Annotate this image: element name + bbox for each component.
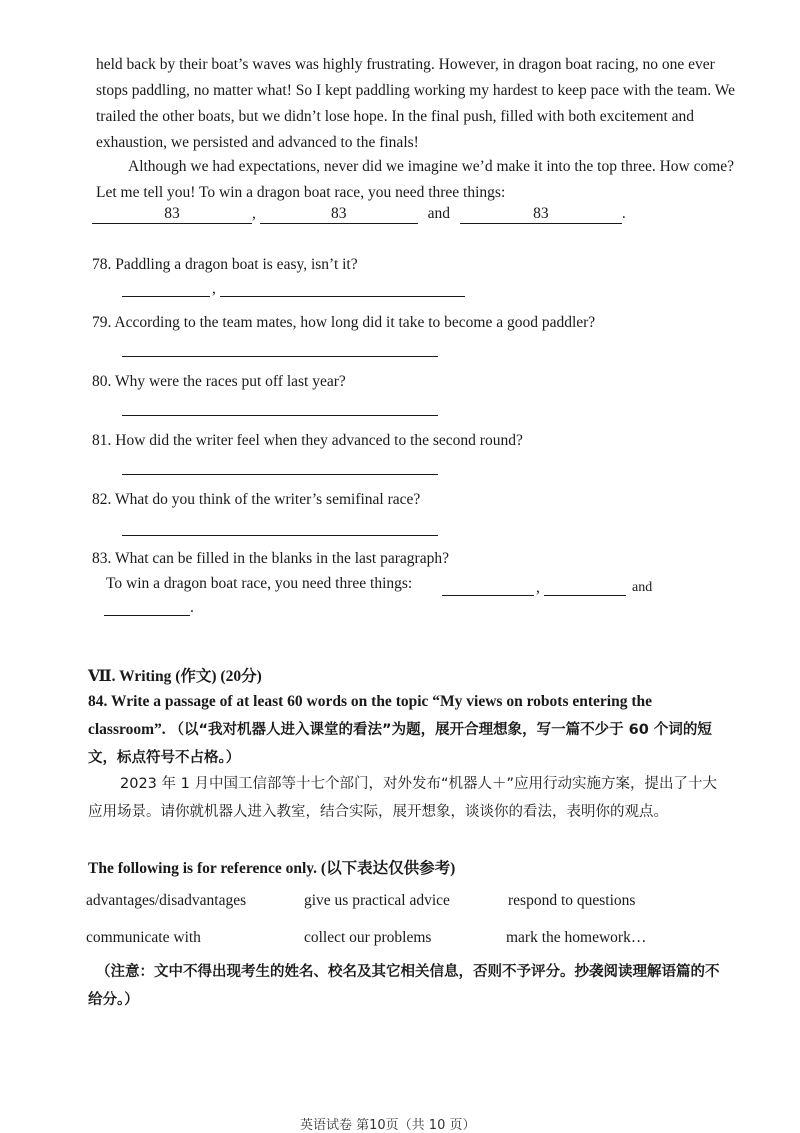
passage-blank-3[interactable]: 83	[460, 204, 622, 224]
passage-blank-1[interactable]: 83	[92, 204, 252, 224]
comma: ,	[252, 205, 256, 222]
answer-line-83c[interactable]	[104, 615, 190, 616]
question-83-prompt: To win a dragon boat race, you need three things:	[106, 575, 413, 592]
reference-heading: The following is for reference only. (以下表达仅供参考)	[88, 860, 456, 877]
answer-line-81[interactable]	[122, 474, 438, 475]
answer-line-80[interactable]	[122, 415, 438, 416]
writing-task-en: 84. Write a passage of at least 60 words on the topic “My views on robots entering the classroom”.	[88, 693, 652, 738]
passage-blanks-line	[92, 204, 626, 224]
reference-item: mark the homework…	[506, 929, 647, 946]
passage-paragraph-1: held back by their boat’s waves was highly frustrating. However, in dragon boat racing, no one ever stops paddling, no matter what! So I kept paddling working my hardest to keep pace with the team. We trailed the other boats, but we didn’t lose hope. In the final push, filled with both excitement and exhaustion, we persisted and advanced to the finals!	[96, 56, 735, 151]
writing-context: 2023 年 1 月中国工信部等十七个部门，对外发布“机器人＋”应用行动实施方案，提出了十大应用场景。请你就机器人进入教室，结合实际，展开想象，谈谈你的看法，表明你的观点。	[88, 776, 717, 820]
answer-line-79[interactable]	[122, 356, 438, 357]
reference-item: communicate with	[86, 929, 201, 946]
reference-item: give us practical advice	[304, 892, 450, 909]
reference-item: advantages/disadvantages	[86, 892, 247, 909]
answer-line-78b[interactable]	[220, 296, 465, 297]
writing-task	[88, 688, 728, 772]
question-83: 83. What can be filled in the blanks in the last paragraph?	[92, 550, 449, 567]
question-79: 79. According to the team mates, how long did it take to become a good paddler?	[92, 314, 596, 331]
answer-line-83b[interactable]	[544, 595, 626, 596]
question-78: 78. Paddling a dragon boat is easy, isn’t it?	[92, 256, 358, 273]
passage-blank-2[interactable]: 83	[260, 204, 418, 224]
question-83-period: .	[190, 599, 194, 616]
period: .	[621, 205, 626, 222]
question-80: 80. Why were the races put off last year?	[92, 373, 346, 390]
question-83-and: and	[632, 580, 653, 595]
question-81: 81. How did the writer feel when they advanced to the second round?	[92, 432, 523, 449]
question-82: 82. What do you think of the writer’s semifinal race?	[92, 491, 421, 508]
writing-task-zh: （以“我对机器人进入课堂的看法”为题，展开合理想象，写一篇不少于 60 个词的短文，标点符号不占格。）	[88, 722, 712, 766]
answer-line-82[interactable]	[122, 535, 438, 536]
question-78-comma: ,	[212, 280, 216, 297]
reference-item: respond to questions	[508, 892, 636, 909]
answer-line-78a[interactable]	[122, 296, 210, 297]
writing-note: （注意：文中不得出现考生的姓名、校名及其它相关信息，否则不予评分。抄袭阅读理解语篇的不给分。）	[88, 964, 720, 1008]
page-footer: 英语试卷 第10页（共 10 页）	[300, 1118, 476, 1133]
and-word: and	[427, 205, 451, 222]
answer-line-83a[interactable]	[442, 595, 534, 596]
passage-paragraph-2: Although we had expectations, never did we imagine we’d make it into the top three. How come? Let me tell you! To win a dragon boat race, you need three things:	[96, 158, 735, 201]
question-83-comma: ,	[536, 579, 540, 596]
reference-item: collect our problems	[304, 929, 432, 946]
writing-section-heading: Ⅶ. Writing (作文) (20分)	[88, 668, 262, 685]
